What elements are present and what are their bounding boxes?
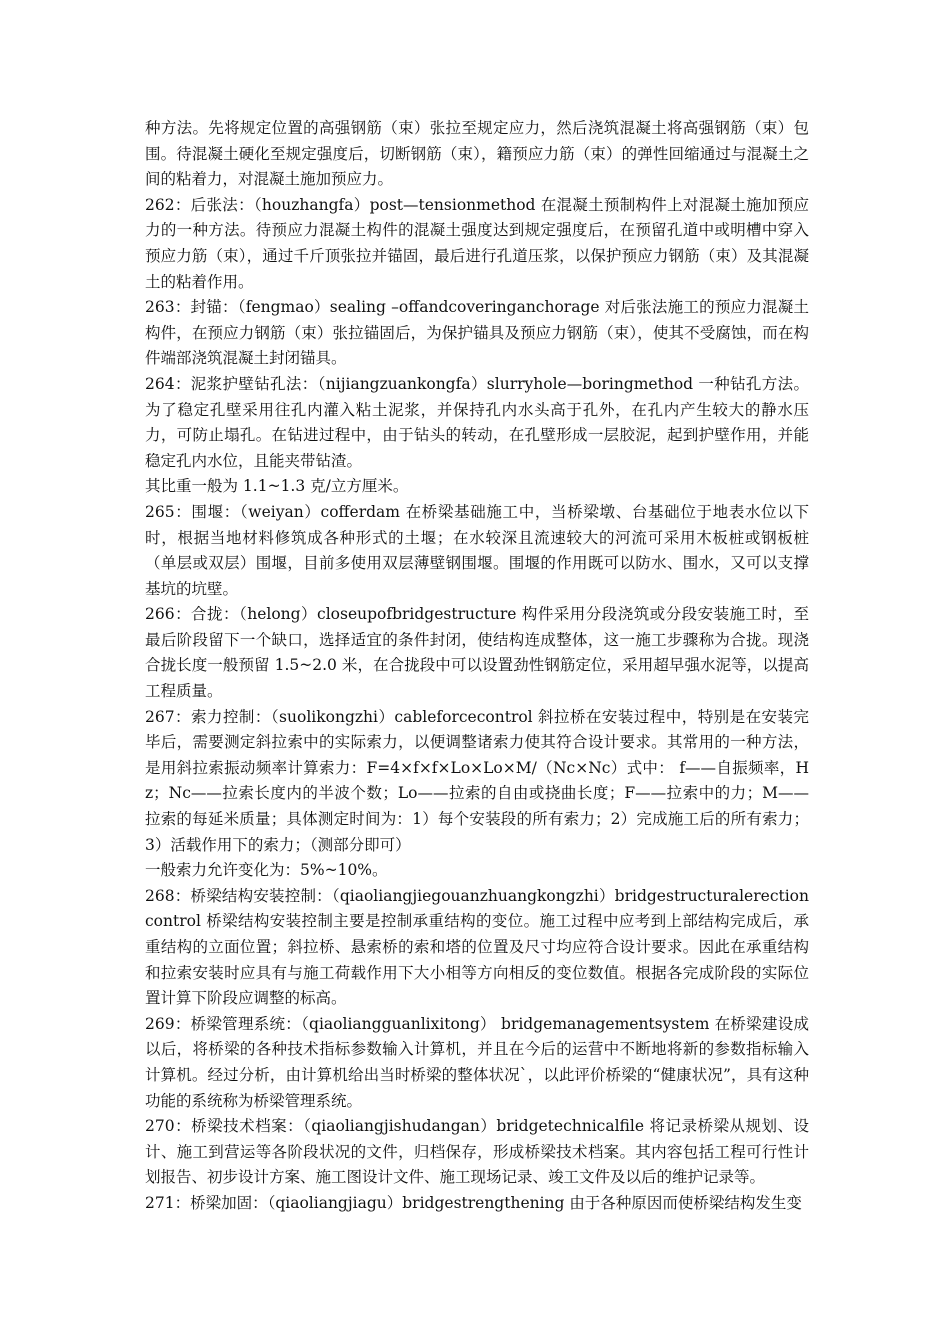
paragraph-265: 265：围堰：（weiyan）cofferdam 在桥梁基础施工中，当桥梁墩、台基础位于地表水位以下时，根据当地材料修筑成各种形式的土堰；在水较深且流速较大的河流可采用木板桩或钢板桩（单层或双层）围堰，目前多使用双层薄壁钢围堰。围堰的作用既可以防水、围水，又可以支撑基坑的坑壁。: [145, 502, 809, 598]
paragraph-271: 271：桥梁加固：（qiaoliangjiagu）bridgestrengthening 由于各种原因而使桥梁结构发生变: [145, 1193, 802, 1212]
paragraph-264: 264：泥浆护壁钻孔法：（nijiangzuankongfa）slurryhole—boringmethod 一种钻孔方法。为了稳定孔壁采用往孔内灌入粘土泥浆，并保持孔内水头高于孔外，在孔内产生较大的静水压力，可防止塌孔。在钻进过程中，由于钻头的转动，在孔壁形成一层胶泥，起到护壁作用，并能稳定孔内水位，且能夹带钻渣。: [145, 374, 809, 470]
paragraph-269: 269：桥梁管理系统：（qiaoliangguanlixitong） bridgemanagementsystem 在桥梁建设成以后，将桥梁的各种技术指标参数输入计算机，并且在今后的运营中不断地将新的参数指标输入计算机。经过分析，由计算机给出当时桥梁的整体状况`，以此评价桥梁的“健康状况”，具有这种功能的系统称为桥梁管理系统。: [145, 1014, 809, 1110]
paragraph-continuation: 种方法。先将规定位置的高强钢筋（束）张拉至规定应力，然后浇筑混凝土将高强钢筋（束）包围。待混凝土硬化至规定强度后，切断钢筋（束），籍预应力筋（束）的弹性回缩通过与混凝土之间的粘着力，对混凝土施加预应力。: [145, 119, 809, 189]
paragraph-263: 263：封锚：（fengmao）sealing –offandcoveringanchorage 对后张法施工的预应力混凝土构件，在预应力钢筋（束）张拉锚固后，为保护锚具及预应力钢筋（束），使其不受腐蚀，而在构件端部浇筑混凝土封闭锚具。: [145, 298, 809, 368]
paragraph-262: 262：后张法：（houzhangfa）post—tensionmethod 在混凝土预制构件上对混凝土施加预应力的一种方法。待预应力混凝土构件的混凝土强度达到规定强度后，在预留孔道中或明槽中穿入预应力筋（束），通过千斤顶张拉并锚固，最后进行孔道压浆，以保护预应力钢筋（束）及其混凝土的粘着作用。: [145, 195, 809, 291]
paragraph-267-note: 一般索力允许变化为：5%~10%。: [145, 861, 388, 880]
paragraph-270: 270：桥梁技术档案：（qiaoliangjishudangan）bridgetechnicalfile 将记录桥梁从规划、设计、施工到营运等各阶段状况的文件，归档保存，形成桥梁技术档案。其内容包括工程可行性计划报告、初步设计方案、施工图设计文件、施工现场记录、竣工文件及以后的维护记录等。: [145, 1117, 809, 1187]
document-body: [145, 116, 809, 1217]
paragraph-268: 268：桥梁结构安装控制：（qiaoliangjiegouanzhuangkongzhi）bridgestructuralerectioncontrol 桥梁结构安装控制主要是控制承重结构的变位。施工过程中应考到上部结构完成后，承重结构的立面位置；斜拉桥、悬索桥的索和塔的位置及尺寸均应符合设计要求。因此在承重结构和拉索安装时应具有与施工荷载作用下大小相等方向相反的变位数值。根据各完成阶段的实际位置计算下阶段应调整的标高。: [145, 886, 809, 1008]
paragraph-266: 266：合拢：（helong）closeupofbridgestructure 构件采用分段浇筑或分段安装施工时，至最后阶段留下一个缺口，选择适宜的条件封闭，使结构连成整体，这一施工步骤称为合拢。现浇合拢长度一般预留 1.5~2.0 米，在合拢段中可以设置劲性钢筋定位，采用超早强水泥等，以提高工程质量。: [145, 605, 809, 701]
paragraph-267: 267：索力控制：（suolikongzhi）cableforcecontrol 斜拉桥在安装过程中，特别是在安装完毕后，需要测定斜拉索中的实际索力，以便调整诸索力使其符合设计要求。其常用的一种方法，是用斜拉索振动频率计算索力：F=4×f×f×Lo×Lo×M/（Nc×Nc）式中： f——自振频率，Hz；Nc——拉索长度内的半波个数；Lo——拉索的自由或挠曲长度；F——拉索中的力；M——拉索的每延米质量；具体测定时间为：1）每个安装段的所有索力；2）完成施工后的所有索力；3）活载作用下的索力；（测部分即可）: [145, 707, 809, 854]
paragraph-264-note: 其比重一般为 1.1~1.3 克/立方厘米。: [145, 477, 409, 496]
